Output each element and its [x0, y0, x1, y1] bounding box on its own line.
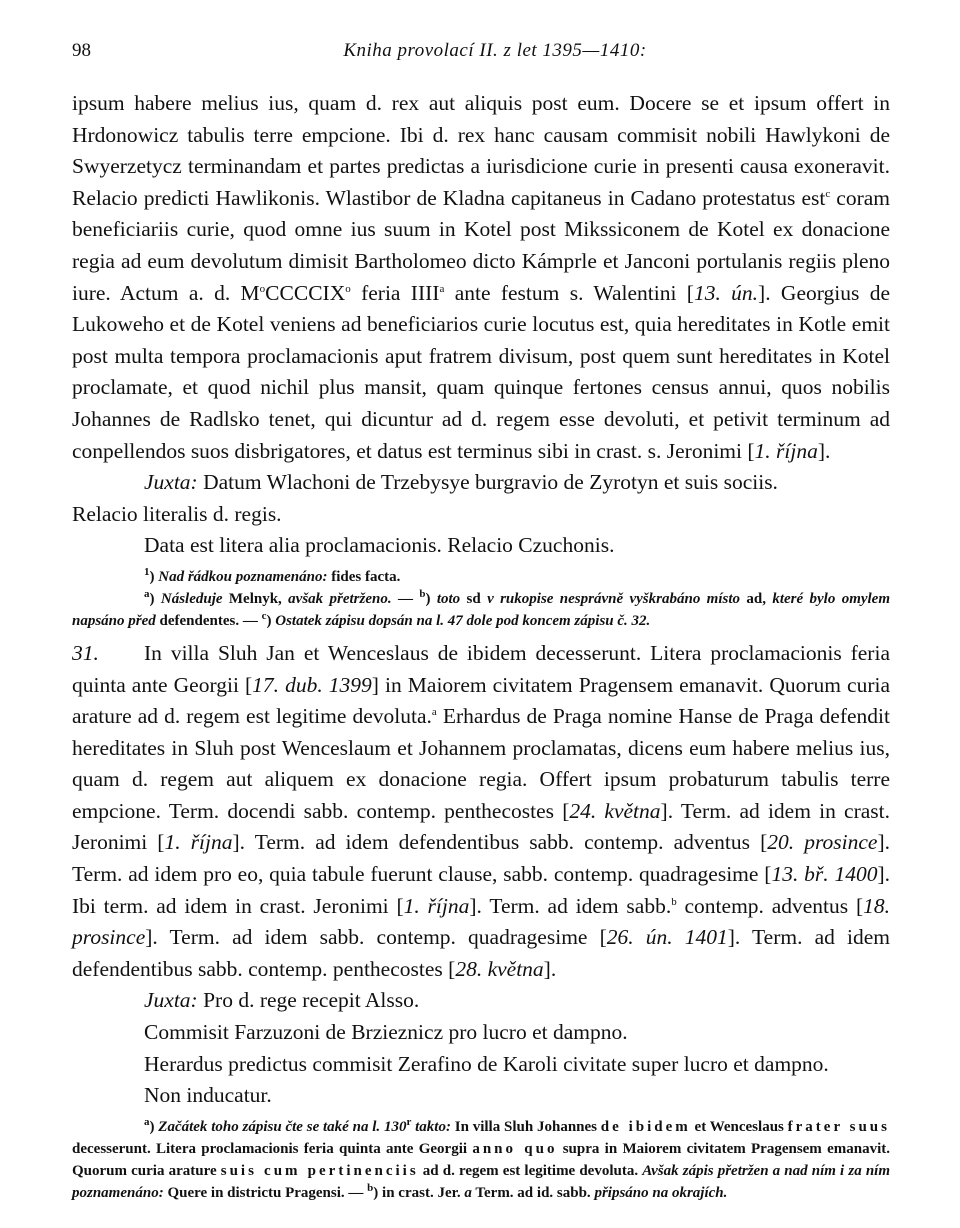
entry-31-paragraph: 31. In villa Sluh Jan et Wenceslaus de ibidem decesserunt. Litera proclamacionis feria quinta ante Georgii [17. dub. 1399] in Maiorem civitatem Pragensem emanavit. Quorum curia arature ad d. regem est legitime devoluta.$^a$ Erhardus de Praga nomine Hanse de Praga defendit hereditates in Sluh post Wenceslaum et Johannem proclamatas, dicens eum habere melius ius, quam d. regem aut aliquem ex donacione regia. Offert ipsum probaturum tabulis terre empcione. Term. docendi sabb. contemp. penthecostes [24. května]. Term. ad idem in crast. Jeronimi [1. října]. Term. ad idem defendentibus sabb. contemp. adventus [20. prosince]. Term. ad idem pro eo, quia tabule fuerunt clause, sabb. contemp. quadragesime [13. bř. 1400]. Ibi term. ad idem in crast. Jeronimi [1. října]. Term. ad idem sabb.$^b$ contemp. adventus [18. prosince]. Term. ad idem sabb. contemp. quadragesime [26. ún. 1401]. Term. ad idem defendentibus sabb. contemp. penthecostes [28. května]. — [72, 638, 890, 986]
footnote-a-b-c: $^a$) Následuje Melnyk, avšak přetrženo. — $^b$) toto sd v rukopise nesprávně vyškrabáno místo ad, které bylo omylem napsáno před defendentes. — $^c$) Ostatek zápisu dopsán na l. 47 dole pod koncem zápisu č. 32. — [72, 587, 891, 629]
book-page — [72, 40, 890, 1204]
footnote-block-2: $^a$) Začátek toho zápisu čte se také na l. 130$^r$ takto: In villa Sluh Johannes de ibidem et Wenceslaus frater suus decesserunt. Litera proclamacionis feria quinta ante Georgii anno quo supra in Maiorem civitatem Pragensem emanavit. Quorum curia arature suis cum pertinenciis ad d. regem est legitime devoluta. Avšak zápis přetržen a nad ním i za ním poznamenáno: Quere in districtu Pragensi. — $^b$) in crast. Jer. a Term. ad id. sabb. připsáno na okrajích. — [72, 1115, 890, 1201]
running-header — [72, 40, 890, 70]
page-number: 98 — [72, 40, 91, 61]
body-paragraph-1: ipsum habere melius ius, quam d. rex aut aliquis post eum. Docere se et ipsum offert in Hrdonowicz tabulis terre empcione. Ibi d. rex hanc causam commisit nobili Hawlykoni de Swyerzetycz terminandam et partes predictas a iurisdicione curie in presenti causa exoneravit. Relacio predicti Hawlikonis. Wlastibor de Kladna capitaneus in Cadano protestatus est$^c$ coram beneficiariis curie, quod omne ius suum in Kotel post Mikssiconem de Kotel ex donacione regia ad eum devolutum dimisit Bartholomeo dicto Kámprle et Janconi portulanis regiis pleno iure. Actum a. d. $M^oCCCCIX^o$ feria IIII$^a$ ante festum s. Walentini [13. ún.]. Georgius de Lukoweho et de Kotel veniens ad beneficiarios curie locutus est, quia hereditates in Kotle emit post multa tempora proclamacionis aput fratrem divisum, post quem sunt hereditates in Kotel proclamate, et quod nichil plus mansit, quam quinque fertones census annui, quos nobilis Johannes de Radlsko tenet, qui dicuntur ad d. regem esse devoluti, et petivit terminum ad conpellendos suos disbrigatores, et datus est terminus sibi in crast. s. Jeronimi [1. října]. — [72, 91, 891, 463]
entry-number: 31. — [72, 640, 99, 665]
footnote-1: $^1$) Nad řádkou poznamenáno: fides facta. — [144, 565, 401, 585]
juxta-line-2: Juxta: Pro d. rege recepit Alsso. — [144, 988, 420, 1013]
non-inducatur-line: Non inducatur. — [144, 1083, 272, 1108]
herardus-line: Herardus predictus commisit Zerafino de Karoli civitate super lucro et dampno. — [144, 1051, 829, 1076]
running-title — [72, 40, 890, 62]
data-line: Data est litera alia proclamacionis. Relacio Czuchonis. — [144, 533, 615, 558]
running-title-years: z let 1395—1410: — [503, 40, 647, 61]
commisit-line: Commisit Farzuzoni de Brzieznicz pro lucro et dampno. — [144, 1020, 628, 1045]
running-title-text: Kniha provolací II. — [343, 40, 499, 61]
juxta-line-1: Juxta: Datum Wlachoni de Trzebysye burgravio de Zyrotyn et suis sociis. — [144, 470, 778, 495]
relacio-line: Relacio literalis d. regis. — [72, 501, 282, 526]
